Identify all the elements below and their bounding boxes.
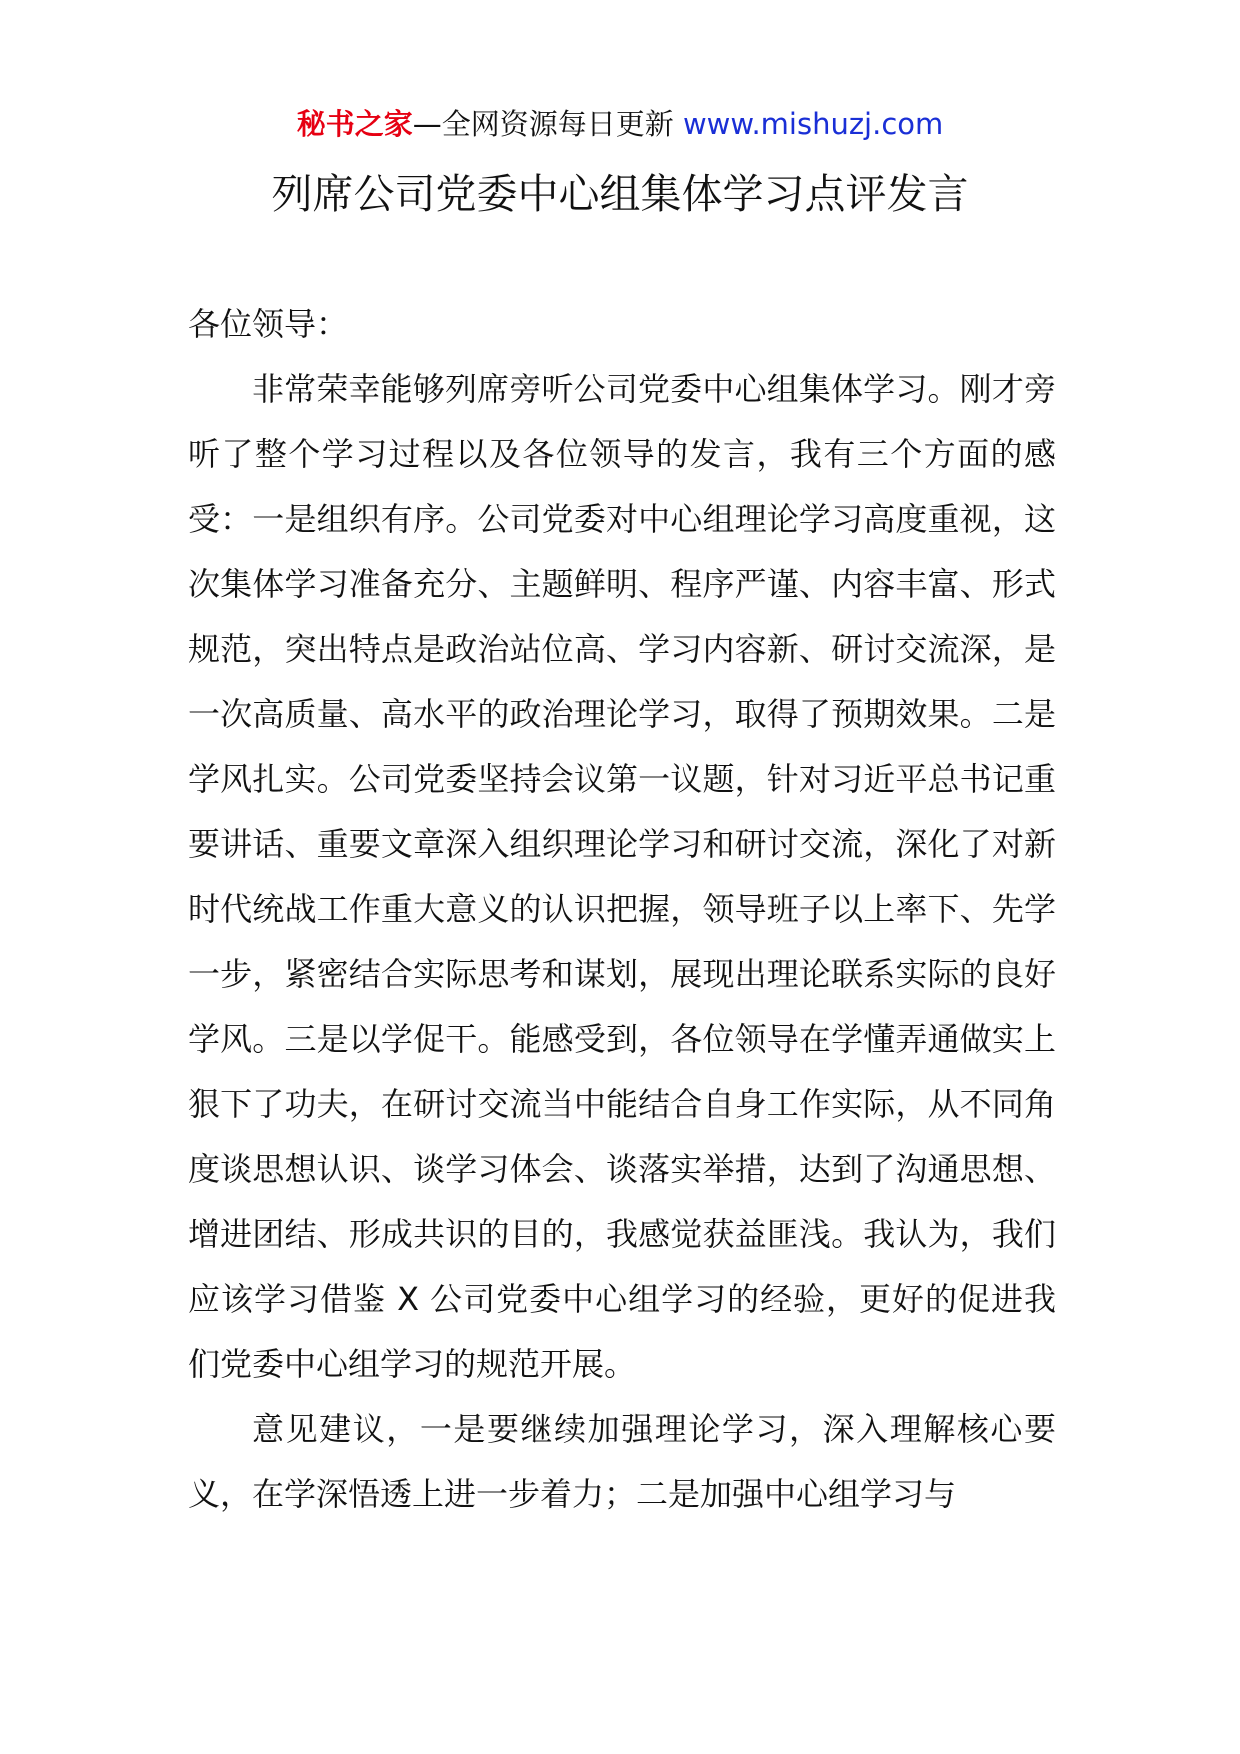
body-paragraph: 非常荣幸能够列席旁听公司党委中心组集体学习。刚才旁听了整个学习过程以及各位领导的发言，我有三个方面的感受：一是组织有序。公司党委对中心组理论学习高度重视，这次集体学习准备充分、主题鲜明、程序严谨、内容丰富、形式规范，突出特点是政治站位高、学习内容新、研讨交流深，是一次高质量、高水平的政治理论学习，取得了预期效果。二是学风扎实。公司党委坚持会议第一议题，针对习近平总书记重要讲话、重要文章深入组织理论学习和研讨交流，深化了对新时代统战工作重大意义的认识把握，领导班子以上率下、先学一步，紧密结合实际思考和谋划，展现出理论联系实际的良好学风。三是以学促干。能感受到，各位领导在学懂弄通做实上狠下了功夫，在研讨交流当中能结合自身工作实际，从不同角度谈思想认识、谈学习体会、谈落实举措，达到了沟通思想、增进团结、形成共识的目的，我感觉获益匪浅。我认为，我们应该学习借鉴 X 公司党委中心组学习的经验，更好的促进我们党委中心组学习的规范开展。	[188, 370, 1056, 1383]
salutation: 各位领导：	[188, 305, 349, 343]
document-title: 列席公司党委中心组集体学习点评发言	[271, 170, 969, 218]
body-paragraph: 意见建议，一是要继续加强理论学习，深入理解核心要义，在学深悟透上进一步着力；二是加强中心组学习与	[188, 1410, 1056, 1513]
site-header	[0, 104, 1240, 144]
site-url-link[interactable]: www.mishuzj.com	[682, 107, 944, 141]
site-tagline: —全网资源每日更新	[412, 107, 683, 141]
brand-name: 秘书之家	[296, 107, 413, 141]
document-body	[188, 292, 1056, 1527]
